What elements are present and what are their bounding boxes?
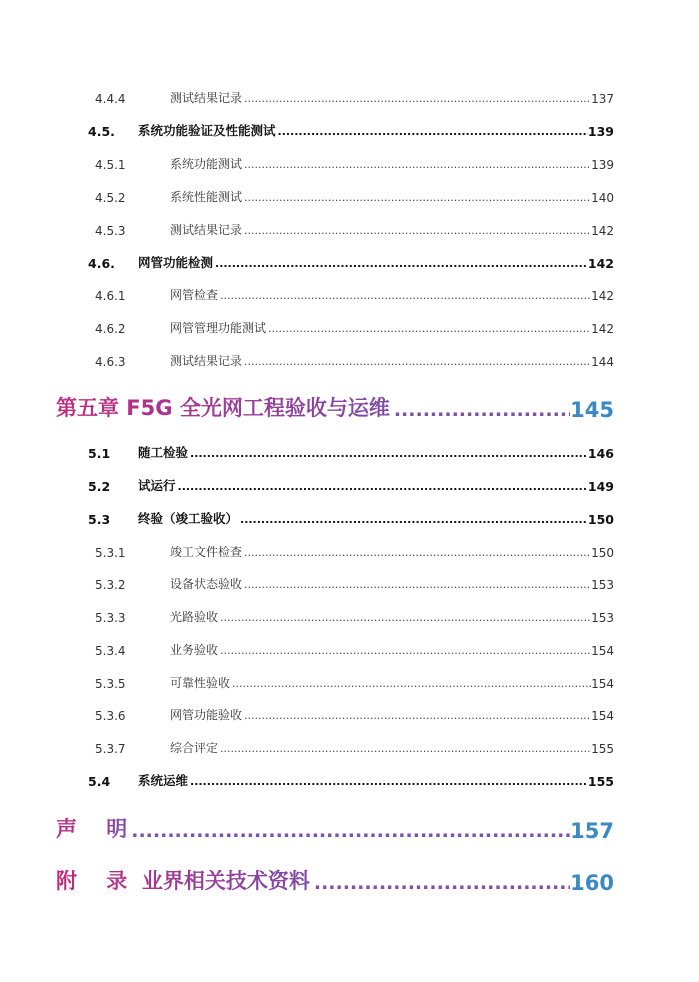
toc-entry-4-5-3[interactable]: [95, 222, 614, 238]
dot-leader: [242, 709, 591, 723]
toc-entry-number: 5.3.2: [95, 578, 126, 592]
toc-chapter-title: 附 录 业界相关技术资料: [56, 865, 310, 895]
toc-entry-5-3[interactable]: [88, 511, 614, 527]
dot-leader: [230, 677, 591, 691]
toc-entry-4-6-2[interactable]: [95, 320, 614, 336]
toc-entry-number: 5.3.5: [95, 677, 126, 691]
toc-entry-title: 系统功能验证及性能测试: [138, 123, 276, 138]
toc-entry-title: 系统功能测试: [170, 157, 243, 171]
toc-entry-number: 4.6.2: [95, 322, 126, 336]
toc-entry-page: 150: [587, 512, 614, 527]
toc-entry-title: 设备状态验收: [170, 577, 243, 591]
dot-leader: [242, 158, 591, 172]
dot-leader: [242, 92, 591, 106]
toc-entry-number: 5.3.1: [95, 546, 126, 560]
toc-entry-title: 网管功能验收: [170, 708, 243, 722]
toc-entry-number: 5.2: [88, 479, 111, 494]
toc-entry-5-3-3[interactable]: [95, 609, 614, 625]
toc-entry-5-3-6[interactable]: [95, 707, 614, 723]
dot-leader: [176, 480, 588, 494]
toc-entry-number: 4.5.1: [95, 158, 126, 172]
dot-leader: [242, 224, 591, 238]
toc-entry-page: 144: [591, 355, 614, 369]
toc-entry-title: 综合评定: [170, 741, 219, 755]
dot-leader: [127, 819, 570, 843]
toc-entry-page: 137: [591, 92, 614, 106]
dot-leader: [213, 257, 588, 271]
dot-leader: [218, 742, 591, 756]
toc-entry-number: 5.4: [88, 774, 111, 789]
toc-entry-page: 154: [591, 709, 614, 723]
toc-entry-page: 150: [591, 546, 614, 560]
toc-entry-page: 155: [591, 742, 614, 756]
toc-entry-title: 光路验收: [170, 610, 219, 624]
toc-entry-page: 146: [587, 446, 614, 461]
toc-entry-title: 竣工文件检查: [170, 545, 243, 559]
toc-entry-5-4[interactable]: [88, 773, 614, 789]
toc-entry-number: 5.3.3: [95, 611, 126, 625]
toc-entry-5-1[interactable]: [88, 445, 614, 461]
dot-leader: [218, 289, 591, 303]
toc-entry-number: 4.6.3: [95, 355, 126, 369]
toc-entry-page: 139: [591, 158, 614, 172]
toc-entry-4-6-3[interactable]: [95, 353, 614, 369]
toc-entry-title: 测试结果记录: [170, 91, 243, 105]
toc-entry-number: 5.3.6: [95, 709, 126, 723]
toc-chapter-title: 声 明: [56, 813, 127, 843]
toc-entry-page: 142: [591, 322, 614, 336]
toc-entry-4-6-1[interactable]: [95, 287, 614, 303]
toc-entry-title: 业务验收: [170, 643, 219, 657]
dot-leader: [242, 578, 591, 592]
toc-entry-4-5-1[interactable]: [95, 156, 614, 172]
toc-entry-title: 系统运维: [138, 773, 189, 788]
toc-entry-5-3-5[interactable]: [95, 675, 614, 691]
toc-statement[interactable]: [56, 815, 614, 843]
dot-leader: [218, 644, 591, 658]
toc-entry-title: 网管功能检测: [138, 255, 214, 270]
toc-entry-title: 终验（竣工验收）: [138, 511, 239, 526]
toc-entry-5-3-4[interactable]: [95, 642, 614, 658]
dot-leader: [188, 775, 588, 789]
toc-entry-number: 4.5.2: [95, 191, 126, 205]
toc-entry-title: 测试结果记录: [170, 354, 243, 368]
toc-entry-number: 5.3.4: [95, 644, 126, 658]
toc-entry-page: 142: [591, 289, 614, 303]
toc-entry-title: 试运行: [138, 478, 176, 493]
toc-entry-number: 4.5.: [88, 124, 115, 139]
toc-entry-page: 142: [587, 256, 614, 271]
dot-leader: [310, 871, 570, 895]
toc-entry-title: 网管管理功能测试: [170, 321, 267, 335]
toc-entry-number: 4.4.4: [95, 92, 126, 106]
toc-entry-page: 139: [587, 124, 614, 139]
toc-entry-number: 5.1: [88, 446, 111, 461]
toc-entry-number: 4.6.: [88, 256, 115, 271]
toc-entry-title: 网管检查: [170, 288, 219, 302]
dot-leader: [188, 447, 588, 461]
toc-entry-number: 4.5.3: [95, 224, 126, 238]
toc-entry-4-5-2[interactable]: [95, 189, 614, 205]
toc-chapter-5[interactable]: [56, 394, 614, 422]
toc-chapter-page: 160: [570, 871, 614, 895]
toc-entry-title: 测试结果记录: [170, 223, 243, 237]
dot-leader: [238, 513, 588, 527]
dot-leader: [218, 611, 591, 625]
toc-entry-4-4-4[interactable]: [95, 90, 614, 106]
toc-entry-5-3-7[interactable]: [95, 740, 614, 756]
toc-entry-5-3-1[interactable]: [95, 544, 614, 560]
dot-leader: [242, 355, 591, 369]
toc-entry-title: 可靠性验收: [170, 676, 231, 690]
toc-entry-page: 149: [587, 479, 614, 494]
toc-chapter-page: 145: [570, 398, 614, 422]
toc-entry-5-2[interactable]: [88, 478, 614, 494]
toc-entry-title: 系统性能测试: [170, 190, 243, 204]
toc-entry-4-6[interactable]: [88, 255, 614, 271]
dot-leader: [242, 546, 591, 560]
toc-entry-5-3-2[interactable]: [95, 576, 614, 592]
toc-entry-page: 142: [591, 224, 614, 238]
toc-appendix[interactable]: [56, 867, 614, 895]
dot-leader: [390, 398, 570, 422]
toc-entry-page: 153: [591, 578, 614, 592]
toc-entry-page: 154: [591, 677, 614, 691]
toc-entry-number: 5.3.7: [95, 742, 126, 756]
toc-entry-page: 140: [591, 191, 614, 205]
dot-leader: [242, 191, 591, 205]
toc-entry-number: 5.3: [88, 512, 111, 527]
dot-leader: [276, 125, 588, 139]
toc-entry-page: 155: [587, 774, 614, 789]
toc-entry-number: 4.6.1: [95, 289, 126, 303]
toc-entry-title: 随工检验: [138, 445, 189, 460]
toc-chapter-title: 第五章 F5G 全光网工程验收与运维: [56, 392, 390, 422]
dot-leader: [266, 322, 591, 336]
toc-entry-4-5[interactable]: [88, 123, 614, 139]
toc-entry-page: 153: [591, 611, 614, 625]
toc-entry-page: 154: [591, 644, 614, 658]
toc-chapter-page: 157: [570, 819, 614, 843]
